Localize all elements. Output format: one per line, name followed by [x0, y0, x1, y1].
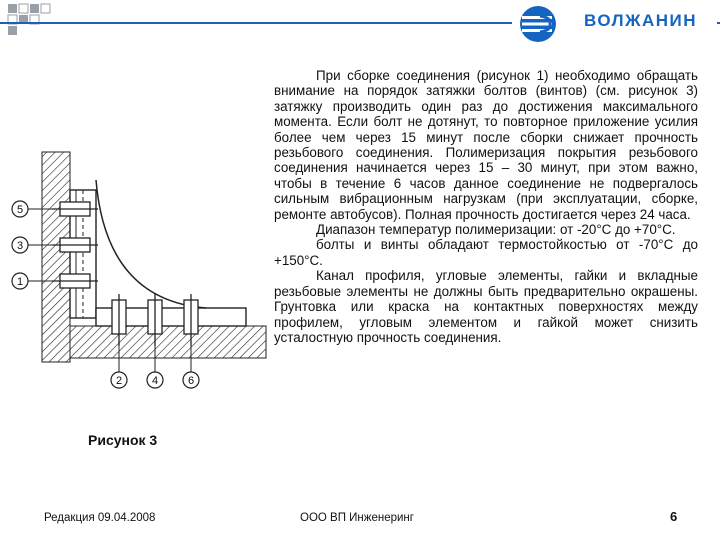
- figure-caption: Рисунок 3: [88, 432, 158, 448]
- corner-decoration: [0, 0, 80, 40]
- callout-label: 2: [115, 375, 123, 387]
- callout-label: 6: [187, 375, 195, 387]
- brand-name: ВОЛЖАНИН: [584, 11, 697, 30]
- page-number: 6: [670, 509, 678, 524]
- edition-date: Редакция 09.04.2008: [44, 512, 156, 524]
- callout-label: 4: [151, 375, 159, 387]
- paragraph: болты и винты обладают термостойкостью от -70°С до +150°С.: [274, 237, 698, 268]
- callout-label: 3: [16, 240, 24, 252]
- callout-label: 1: [16, 276, 24, 288]
- paragraph: При сборке соединения (рисунок 1) необходимо обращать внимание на порядок затяжки болтов (винтов) (см. рисунок 3) затяжку производить один раз до достижения максимального момента. Если болт не дотянут, то повторное приложение усилия более чем через 15 минут после сборки снижает прочность резьбового соединения. Полимеризация покрытия резьбового соединения начинается через 15 – 30 минут, при этом важно, чтобы в течение 6 часов данное соединение не подвергалось сильным вибрационным нагрузкам (при эксплуатации, сборке, ремонте автобусов). Полная прочность достигается через 24 часа.: [274, 68, 698, 222]
- company-name: ООО ВП Инженеринг: [300, 512, 414, 524]
- paragraph: Канал профиля, угловые элементы, гайки и вкладные резьбовые элементы не должны быть предварительно окрашены. Грунтовка или краска на контактных поверхностях между профилем, угловым элементом и гайкой может снизить усталостную прочность соединения.: [274, 268, 698, 345]
- callout-label: 5: [16, 204, 24, 216]
- body-text: [274, 68, 698, 345]
- paragraph: Диапазон температур полимеризации: от -20°С до +70°С.: [316, 222, 676, 238]
- bolt-tightening-diagram: [6, 150, 268, 400]
